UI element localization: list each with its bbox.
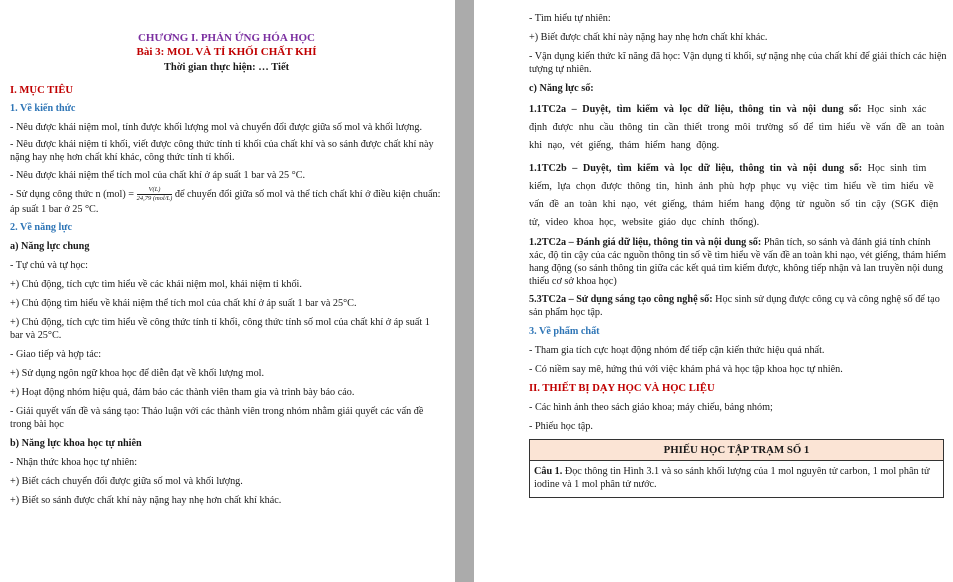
digital-code: 1.1TC2a – Duyệt, tìm kiếm và lọc dữ liệu, thông tin và nội dung số: <box>529 104 862 115</box>
chapter-title: CHƯƠNG I. PHẢN ỨNG HÓA HỌC <box>137 32 315 44</box>
knowledge-item: - Nêu được khái niệm mol, tính được khối lượng mol và chuyển đổi được giữa số mol và khối lượng. <box>10 121 423 133</box>
digital-code: 1.2TC2a – Đánh giá dữ liệu, thông tin và nội dung số: <box>529 237 762 248</box>
question-text: Đọc thông tin Hình 3.1 và so sánh khối lượng của 1 mol nguyên tử carbon, 1 mol phân tử iodine và 1 mol phân tử nước. <box>534 465 930 490</box>
formula-prefix: - Sử dụng công thức n (mol) = <box>10 188 135 200</box>
formula-numerator: V(L) <box>137 186 173 195</box>
formula-denominator: 24,79 (mol/L) <box>136 195 173 202</box>
digital-code: 1.1TC2b – Duyệt, tìm kiếm và lọc dữ liệu, thông tin và nội dung số: <box>529 162 863 174</box>
digital-item <box>529 236 947 288</box>
competency-item: - Giao tiếp và hợp tác: <box>10 348 102 360</box>
right-page <box>474 0 953 582</box>
worksheet-title: PHIẾU HỌC TẬP TRẠM SỐ 1 <box>530 440 943 461</box>
digital-desc: Học sinh sử dụng được công cụ và công nghệ số để tạo sản phẩm học tập. <box>529 293 940 318</box>
knowledge-item: - Nêu được khái niệm thể tích mol của chất khí ở áp suất 1 bar và 25 °C. <box>10 169 306 181</box>
equipment-item: - Các hình ảnh theo sách giáo khoa; máy chiếu, bảng nhóm; <box>529 401 773 413</box>
question-number: Câu 1. <box>534 465 563 477</box>
knowledge-item: - Nêu được khái niệm tỉ khối, viết được công thức tính tỉ khối của chất khí và so sánh được chất khí này nặng hay nhẹ hơn chất khí khác, công thức tính tỉ khối. <box>10 139 434 163</box>
section-objectives: I. MỤC TIÊU <box>10 85 74 96</box>
science-item: +) Biết được chất khí này nặng hay nhẹ hơn chất khí khác. <box>529 32 768 43</box>
left-page <box>0 0 455 582</box>
competency-item: +) Chủ động tìm hiểu về khái niệm thể tích mol của chất khí ở áp suất 1 bar và 25°C. <box>10 297 357 309</box>
competency-item: +) Sử dụng ngôn ngữ khoa học để diễn đạt về khối lượng mol. <box>10 367 265 379</box>
heading-general-competency: a) Năng lực chung <box>10 240 90 252</box>
science-item: - Tìm hiểu tự nhiên: <box>529 13 611 24</box>
science-item: +) Biết so sánh được chất khí này nặng hay nhẹ hơn chất khí khác. <box>10 494 282 506</box>
page-gap <box>455 0 474 582</box>
competency-item: +) Chủ động, tích cực tìm hiểu về công thức tính tỉ khối, công thức tính số mol của chất khí ở áp suất 1 bar và 25°C. <box>10 316 430 341</box>
equipment-item: - Phiếu học tập. <box>529 420 593 432</box>
competency-item: +) Hoạt động nhóm hiệu quả, đảm bảo các thành viên tham gia và trình bày báo cáo. <box>10 386 355 398</box>
competency-item: +) Chủ động, tích cực tìm hiểu về các khái niệm mol, khái niệm tỉ khối. <box>10 278 302 290</box>
competency-item: - Giải quyết vấn đề và sáng tạo: Thảo luận với các thành viên trong nhóm nhằm giải quyết các vấn đề trong bài học <box>10 405 424 430</box>
digital-code: 5.3TC2a – Sử dụng sáng tạo công nghệ số: <box>529 293 713 305</box>
lesson-time: Thời gian thực hiện: … Tiết <box>163 62 290 73</box>
heading-competency: 2. Về năng lực <box>10 221 72 233</box>
formula-suffix: để chuyển đổi giữa số mol và thể tích chất khí ở điều kiện chuẩn: áp suất 1 bar ở 25 °C. <box>10 188 441 215</box>
heading-digital-competency: c) Năng lực số: <box>529 83 594 94</box>
knowledge-formula <box>10 186 443 216</box>
digital-desc: Phân tích, so sánh và đánh giá tính chính xác, độ tin cậy của các nguồn thông tin số về tìm hiểu về vấn đề an toàn khi nạo, vét giếng, thám hiểm hang động (so sánh thông tin giữa các kết quả tìm kiếm được, không tiếp nhận và lan truyền nội dung thiếu cơ sở khoa học) <box>529 237 947 287</box>
science-item: +) Biết cách chuyển đổi được giữa số mol và khối lượng. <box>10 475 243 487</box>
quality-item: - Có niềm say mê, hứng thú với việc khám phá và học tập khoa học tự nhiên. <box>529 363 843 375</box>
digital-desc: Học sinh xác định được nhu cầu thông tin cần thiết trong môi trường số để tìm hiểu về vấn đề an toàn khi nạo, vét giếng, thám hiểm hang động. <box>529 104 945 151</box>
worksheet-table <box>529 439 944 498</box>
digital-desc: Học sinh tìm kiếm, lựa chọn được thông tin, hình ảnh phù hợp phục vụ việc tìm hiểu về tìm hiểu về vấn đề an toàn khi nạo, vét giếng, thám hiểm hang động từ nguồn số tin cậy (SGK điện tử, video khoa học, website giáo dục chính thống). <box>529 162 939 228</box>
science-item: - Nhận thức khoa học tự nhiên: <box>10 456 138 468</box>
digital-item <box>529 160 947 232</box>
heading-science-competency: b) Năng lực khoa học tự nhiên <box>10 437 142 449</box>
science-item: - Vận dụng kiến thức kĩ năng đã học: Vận dụng tỉ khối, sự nặng nhẹ của chất khí để giải thích các hiện tượng tự nhiên. <box>529 51 947 75</box>
heading-qualities: 3. Về phẩm chất <box>529 325 600 337</box>
competency-item: - Tự chủ và tự học: <box>10 259 88 271</box>
lesson-title: Bài 3: MOL VÀ TỈ KHỐI CHẤT KHÍ <box>136 46 317 58</box>
heading-knowledge: 1. Về kiến thức <box>10 102 76 114</box>
formula-fraction <box>137 186 173 203</box>
worksheet-question <box>530 461 943 497</box>
quality-item: - Tham gia tích cực hoạt động nhóm để tiếp cận kiến thức hiệu quả nhất. <box>529 344 825 356</box>
digital-item <box>529 293 947 319</box>
digital-item <box>529 101 947 155</box>
section-equipment: II. THIẾT BỊ DẠY HỌC VÀ HỌC LIỆU <box>529 382 715 394</box>
